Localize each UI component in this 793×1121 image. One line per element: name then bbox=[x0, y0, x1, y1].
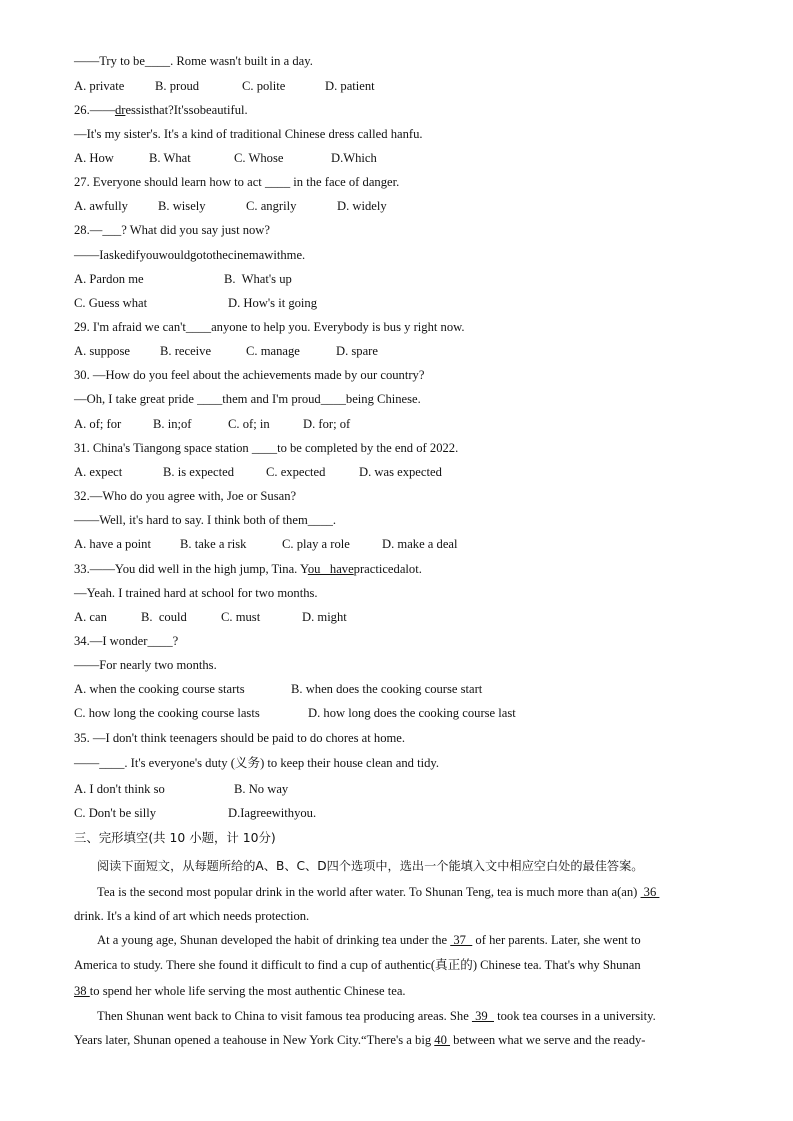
q32-options bbox=[74, 536, 714, 552]
q25-options bbox=[74, 78, 714, 94]
option-b: B. What's up bbox=[224, 272, 292, 286]
option-c: C. polite bbox=[242, 79, 286, 93]
q33-reply: —Yeah. I trained hard at school for two months. bbox=[74, 586, 318, 600]
p2-text-cont: of her parents. Later, she went to bbox=[472, 933, 641, 947]
q33-stem bbox=[74, 561, 422, 577]
option-c: C. angrily bbox=[246, 199, 297, 213]
passage-p1-line1 bbox=[97, 884, 659, 900]
q33-underlined: ou have bbox=[307, 562, 354, 576]
q28-options-row2 bbox=[74, 295, 714, 311]
blank-38: 38 bbox=[74, 984, 90, 998]
p3-text-2-cont: between what we serve and the ready- bbox=[450, 1033, 646, 1047]
passage-p3-line2 bbox=[74, 1032, 645, 1048]
q28-options-row1 bbox=[74, 271, 714, 287]
option-d: D. widely bbox=[337, 199, 387, 213]
q35-reply: ——____. It's everyone's duty (义务) to keep their house clean and tidy. bbox=[74, 756, 440, 770]
passage-p1-line2: drink. It's a kind of art which needs protection. bbox=[74, 909, 310, 923]
q35-stem: 35. —I don't think teenagers should be paid to do chores at home. bbox=[74, 731, 406, 745]
passage-p2-line3 bbox=[74, 983, 406, 999]
q26-number: 26.—— bbox=[74, 103, 115, 117]
option-b: B. is expected bbox=[163, 465, 234, 479]
option-a: A. can bbox=[74, 610, 107, 624]
option-a: A. awfully bbox=[74, 199, 128, 213]
option-d: D. was expected bbox=[359, 465, 442, 479]
option-d: D. spare bbox=[336, 344, 378, 358]
p1-text: Tea is the second most popular drink in the world after water. To Shunan Teng, tea is much more than a(an) bbox=[97, 885, 641, 899]
option-d: D. for; of bbox=[303, 417, 351, 431]
option-d: D. How's it going bbox=[228, 296, 318, 310]
p2-text: At a young age, Shunan developed the habit of drinking tea under the bbox=[97, 933, 451, 947]
blank-39: 39 bbox=[471, 1009, 494, 1023]
q27-stem: 27. Everyone should learn how to act ____ in the face of danger. bbox=[74, 175, 400, 189]
option-b: B. What bbox=[149, 151, 191, 165]
q34-options-row1 bbox=[74, 681, 714, 697]
blank-37: 37 bbox=[450, 933, 473, 947]
option-b: B. when does the cooking course start bbox=[291, 682, 483, 696]
q34-reply: ——For nearly two months. bbox=[74, 658, 217, 672]
q26-blank: dr bbox=[114, 103, 126, 117]
q28-stem: 28.—___? What did you say just now? bbox=[74, 223, 270, 237]
option-b: B. No way bbox=[234, 782, 289, 796]
option-d: D.Iagreewithyou. bbox=[228, 806, 317, 820]
option-c: C. of; in bbox=[228, 417, 270, 431]
option-d: D. make a deal bbox=[382, 537, 458, 551]
q35-options-row1 bbox=[74, 781, 714, 797]
q34-options-row2 bbox=[74, 705, 714, 721]
option-b: B. in;of bbox=[153, 417, 192, 431]
option-b: B. could bbox=[141, 610, 187, 624]
q33-rest: practicedalot. bbox=[353, 562, 422, 576]
option-c: C. Don't be silly bbox=[74, 806, 157, 820]
option-a: A. of; for bbox=[74, 417, 122, 431]
passage-p2-line1 bbox=[97, 932, 641, 948]
q26-reply: —It's my sister's. It's a kind of traditional Chinese dress called hanfu. bbox=[74, 127, 423, 141]
option-b: B. take a risk bbox=[180, 537, 247, 551]
option-d: D. how long does the cooking course last bbox=[308, 706, 516, 720]
option-a: A. expect bbox=[74, 465, 123, 479]
option-a: A. have a point bbox=[74, 537, 151, 551]
q30-reply: —Oh, I take great pride ____them and I'm proud____being Chinese. bbox=[74, 392, 421, 406]
q30-options bbox=[74, 416, 714, 432]
q29-stem: 29. I'm afraid we can't____anyone to help you. Everybody is bus y right now. bbox=[74, 320, 465, 334]
section-instruction: 阅读下面短文，从每题所给的A、B、C、D四个选项中，选出一个能填入文中相应空白处的最佳答案。 bbox=[97, 859, 644, 873]
passage-p2-line2: America to study. There she found it difficult to find a cup of authentic(真正的) Chinese tea. That's why Shunan bbox=[74, 958, 641, 972]
option-a: A. I don't think so bbox=[74, 782, 165, 796]
option-b: B. proud bbox=[155, 79, 200, 93]
p3-text: Then Shunan went back to China to visit famous tea producing areas. She bbox=[97, 1009, 472, 1023]
option-a: A. when the cooking course starts bbox=[74, 682, 245, 696]
option-c: C. must bbox=[221, 610, 261, 624]
option-d: D.Which bbox=[331, 151, 377, 165]
q31-stem: 31. China's Tiangong space station ____to be completed by the end of 2022. bbox=[74, 441, 459, 455]
p3-text-2: Years later, Shunan opened a teahouse in New York City.“There's a big bbox=[74, 1033, 435, 1047]
q26-stem bbox=[74, 102, 248, 118]
section-heading: 三、完形填空(共 10 小题，计 10分) bbox=[74, 830, 276, 845]
option-d: D. might bbox=[302, 610, 347, 624]
q26-options bbox=[74, 150, 714, 166]
q32-reply: ——Well, it's hard to say. I think both of them____. bbox=[74, 513, 337, 527]
p2-text-end: to spend her whole life serving the most authentic Chinese tea. bbox=[89, 984, 406, 998]
q32-stem: 32.—Who do you agree with, Joe or Susan? bbox=[74, 489, 297, 503]
option-c: C. manage bbox=[246, 344, 300, 358]
p3-text-cont: took tea courses in a university. bbox=[493, 1009, 656, 1023]
q27-options bbox=[74, 198, 714, 214]
option-c: C. play a role bbox=[282, 537, 350, 551]
option-c: C. expected bbox=[266, 465, 326, 479]
option-a: A. How bbox=[74, 151, 114, 165]
q35-options-row2 bbox=[74, 805, 714, 821]
option-b: B. receive bbox=[160, 344, 212, 358]
passage-p3-line1 bbox=[97, 1008, 656, 1024]
option-c: C. Guess what bbox=[74, 296, 148, 310]
option-a: A. Pardon me bbox=[74, 272, 144, 286]
option-c: C. Whose bbox=[234, 151, 284, 165]
option-b: B. wisely bbox=[158, 199, 206, 213]
blank-40: 40 bbox=[434, 1033, 451, 1047]
q33-text: 33.——You did well in the high jump, Tina. Y bbox=[74, 562, 308, 576]
option-a: A. suppose bbox=[74, 344, 130, 358]
q30-stem: 30. —How do you feel about the achievements made by our country? bbox=[74, 368, 425, 382]
q26-rest: essisthat?It'ssobeautiful. bbox=[125, 103, 248, 117]
option-c: C. how long the cooking course lasts bbox=[74, 706, 260, 720]
q34-stem: 34.—I wonder____? bbox=[74, 634, 179, 648]
option-d: D. patient bbox=[325, 79, 375, 93]
option-a: A. private bbox=[74, 79, 125, 93]
q31-options bbox=[74, 464, 714, 480]
q25-stem: ——Try to be____. Rome wasn't built in a day. bbox=[74, 54, 313, 68]
q29-options bbox=[74, 343, 714, 359]
q33-options bbox=[74, 609, 714, 625]
q28-reply: ——Iaskedifyouwouldgotothecinemawithme. bbox=[74, 248, 306, 262]
blank-36: 36 bbox=[640, 885, 660, 899]
